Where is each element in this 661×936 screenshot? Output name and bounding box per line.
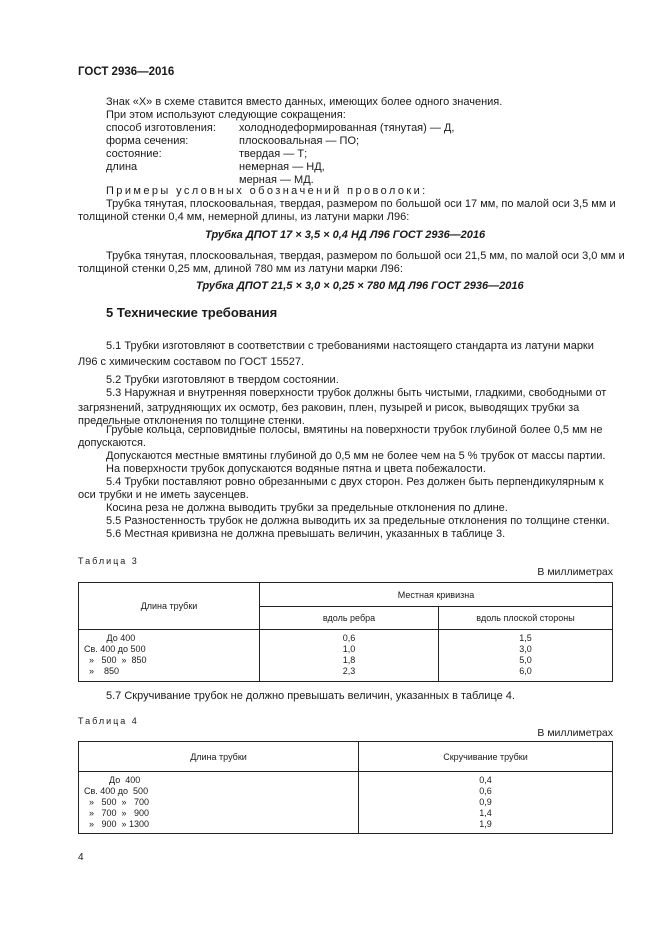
table-3-flat-value: 5,0	[519, 655, 532, 665]
example-1-formula: Трубка ДПОТ 17 × 3,5 × 0,4 НД Л96 ГОСТ 2936—2016	[205, 229, 486, 241]
example-1-line-2: толщиной стенки 0,4 мм, немерной длины, из латуни марки Л96:	[78, 211, 410, 223]
table-3-flat-value: 3,0	[519, 644, 532, 654]
intro-line-1: Знак «Х» в схеме ставится вместо данных, имеющих более одного значения.	[106, 96, 503, 108]
section-5-title: 5 Технические требования	[106, 305, 278, 320]
para-5-1-a: 5.1 Трубки изготовляют в соответствии с требованиями настоящего стандарта из латуни марки	[106, 340, 594, 352]
table-4-length: » 500 » 700	[84, 797, 150, 807]
abbrev-term: форма сечения:	[106, 135, 189, 147]
table-3-edge-value: 0,6	[342, 633, 356, 643]
table-4-length-cell	[79, 772, 359, 834]
intro-line-2: При этом используют следующие сокращения:	[106, 109, 346, 121]
table-3-flat-value: 1,5	[519, 633, 532, 643]
table-4-length: Св. 400 до 500	[84, 786, 149, 796]
table-4-twist-cell	[359, 772, 613, 834]
table-4-twist-value: 1,4	[479, 808, 492, 818]
para-5-4-c: Косина реза не должна выводить трубки за предельные отклонения по длине.	[106, 502, 508, 514]
table-3-header-curvature: Местная кривизна	[260, 583, 613, 607]
table-3-flat-value: 6,0	[519, 666, 532, 676]
para-5-6: 5.6 Местная кривизна не должна превышать величин, указанных в таблице 3.	[106, 528, 506, 540]
table-4-twist-value: 0,4	[479, 775, 492, 785]
para-5-4-a: 5.4 Трубки поставляют ровно обрезанными с двух сторон. Рез должен быть перпендикулярным к	[106, 476, 604, 488]
table-4	[78, 741, 613, 834]
table-4-header-length: Длина трубки	[79, 742, 359, 772]
table-3-flat-cell	[439, 630, 613, 682]
para-5-3-a: 5.3 Наружная и внутренняя поверхности трубок должны быть чистыми, гладкими, свободными от	[106, 387, 607, 399]
example-2-line-2: толщиной стенки 0,25 мм, длиной 780 мм из латуни марки Л96:	[78, 263, 403, 275]
page-number: 4	[78, 852, 84, 863]
table-3-length-cell	[79, 630, 260, 682]
table-4-length: До 400	[84, 775, 141, 785]
abbrev-value: твердая — Т;	[239, 148, 308, 160]
table-4-caption: Таблица 4	[78, 716, 139, 726]
abbrev-value: плоскоовальная — ПО;	[239, 135, 360, 147]
table-3-caption: Таблица 3	[78, 556, 139, 566]
para-5-7: 5.7 Скручивание трубок не должно превышать величин, указанных в таблице 4.	[106, 690, 515, 702]
example-2-line-1: Трубка тянутая, плоскоовальная, твердая, размером по большой оси 21,5 мм, по малой оси 3,0 мм и	[106, 250, 625, 262]
table-3-header-edge: вдоль ребра	[260, 607, 439, 630]
table-3-unit: В миллиметрах	[537, 566, 613, 578]
abbrev-value: холоднодеформированная (тянутая) — Д,	[239, 122, 455, 134]
table-4-twist-value: 1,9	[479, 819, 492, 829]
para-5-1-b: Л96 с химическим составом по ГОСТ 15527.	[78, 356, 305, 368]
table-3-length: До 400	[84, 633, 136, 643]
table-3-edge-value: 2,3	[342, 666, 356, 676]
para-5-5: 5.5 Разностенность трубок не должна выводить их за предельные отклонения по толщине стенки.	[106, 515, 610, 527]
abbrev-term: длина	[106, 161, 138, 173]
table-3-edge-cell	[260, 630, 439, 682]
abbrev-term: состояние:	[106, 148, 162, 160]
para-5-4-b: оси трубки и не иметь заусенцев.	[78, 489, 249, 501]
table-4-header-twist: Скручивание трубки	[359, 742, 613, 772]
table-4-twist-value: 0,6	[479, 786, 492, 796]
abbrev-value: немерная — НД,	[239, 161, 325, 173]
para-5-3-b: загрязнений, затрудняющих их осмотр, без раковин, плен, пузырей и рисок, выводящих трубки за	[78, 402, 580, 414]
para-5-3-e: допускаются.	[78, 437, 146, 449]
table-3-header-flat: вдоль плоской стороны	[439, 607, 613, 630]
para-5-3-f: Допускаются местные вмятины глубиной до 0,5 мм не более чем на 5 % трубок от массы партии.	[106, 450, 606, 462]
para-5-3-c: предельные отклонения по толщине стенки.	[78, 415, 305, 427]
table-3-length: » 850	[84, 666, 120, 676]
table-4-length: » 900 » 1300	[84, 819, 150, 829]
table-3-header-length: Длина трубки	[79, 583, 260, 630]
table-3-edge-value: 1,8	[342, 655, 356, 665]
table-4-unit: В миллиметрах	[537, 727, 613, 739]
examples-heading: Примеры условных обозначений проволоки:	[106, 185, 428, 197]
abbrev-term: способ изготовления:	[106, 122, 216, 134]
para-5-2: 5.2 Трубки изготовляют в твердом состоянии.	[106, 374, 339, 386]
example-1-line-1: Трубка тянутая, плоскоовальная, твердая, размером по большой оси 17 мм, по малой оси 3,5 мм и	[106, 198, 616, 210]
para-5-3-g: На поверхности трубок допускаются водяные пятна и цвета побежалости.	[106, 463, 486, 475]
table-3	[78, 582, 613, 682]
table-3-length: » 500 » 850	[84, 655, 147, 665]
table-4-twist-value: 0,9	[479, 797, 492, 807]
example-2-formula: Трубка ДПОТ 21,5 × 3,0 × 0,25 × 780 МД Л96 ГОСТ 2936—2016	[196, 280, 524, 292]
table-3-edge-value: 1,0	[342, 644, 356, 654]
para-5-3-d: Грубые кольца, серповидные полосы, вмятины на поверхности трубок глубиной более 0,5 мм не	[106, 424, 603, 436]
table-3-length: Св. 400 до 500	[84, 644, 146, 654]
standard-header: ГОСТ 2936—2016	[78, 66, 175, 78]
abbrev-value: мерная — МД.	[239, 174, 314, 186]
table-4-length: » 700 » 900	[84, 808, 150, 818]
